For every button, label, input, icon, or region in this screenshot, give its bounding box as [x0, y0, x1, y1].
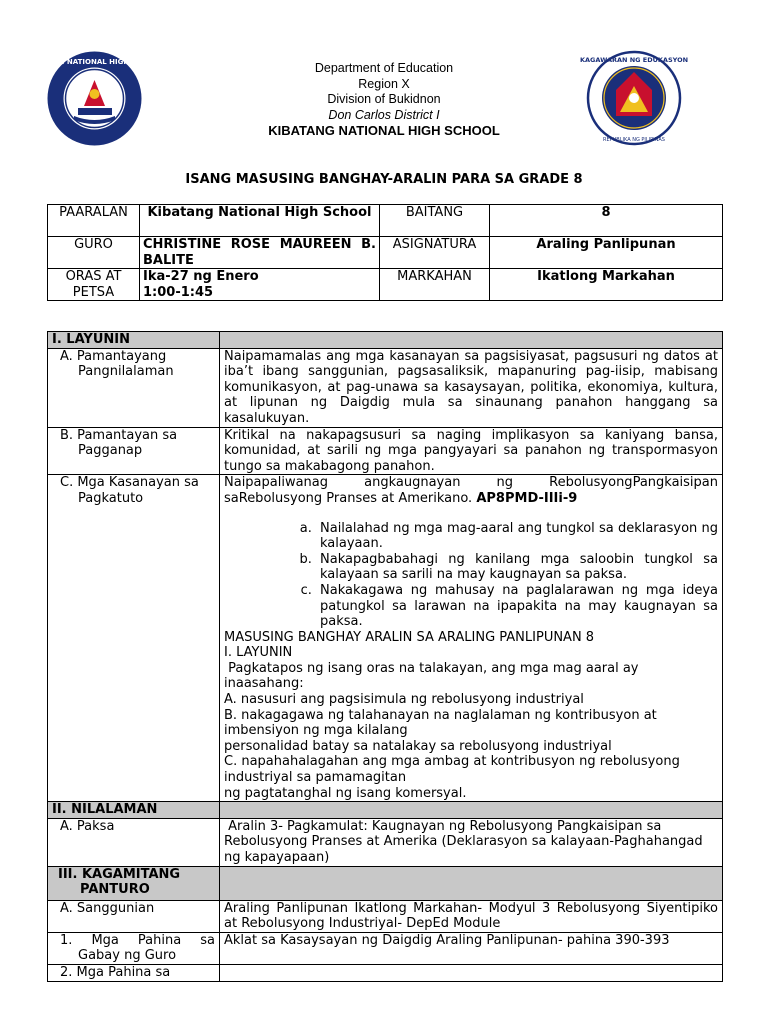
gabay-guro-label: 1. Mga Pahina sa Gabay ng Guro: [48, 932, 220, 964]
paaralan-value: Kibatang National High School: [140, 205, 380, 237]
pamantayan-sa-pagganap-text: Kritikal na nakapagsusuri sa naging implikasyon sa kaniyang bansa, komunidad, at sarili ng mga pangyayari sa panahon ng transpormasyon tungo sa makabagong panahon.: [220, 427, 723, 475]
kasanayan-text-main: Naipapaliwanag angkaugnayan ng RebolusyongPangkaisipan saRebolusyong Pranses at Amerikano.: [224, 475, 718, 506]
objective-item: b. Nakapagbabahagi ng kanilang mga saloobin tungkol sa kalayaan sa sarili na may kaugnayan sa paksa.: [316, 552, 718, 583]
letterhead: [0, 61, 768, 139]
oras-value: [140, 269, 380, 301]
extra-line: MASUSING BANGHAY ARALIN SA ARALING PANLIPUNAN 8: [224, 629, 595, 645]
extra-line: B. nakagagawa ng talahanayan na naglalaman ng kontribusyon at imbensiyon ng mga kilalang: [224, 707, 657, 739]
kasanayan-code: AP8PMD-IIIi-9: [476, 490, 578, 506]
kasanayan-label: C. Mga Kasanayan sa Pagkatuto: [48, 475, 220, 802]
extra-line: C. napahahalagahan ang mga ambag at kontribusyon ng rebolusyong industriyal sa pamamagitan: [224, 754, 680, 786]
header-line-school: KIBATANG NATIONAL HIGH SCHOOL: [268, 123, 500, 139]
guro-value: CHRISTINE ROSE MAUREEN B. BALITE: [140, 237, 380, 269]
pamantayan-sa-pagganap-label: B. Pamantayan sa Pagganap: [48, 427, 220, 475]
objectives-list: [224, 521, 718, 630]
section-nilalaman-title: II. NILALAMAN: [48, 802, 220, 819]
header-line-division: Division of Bukidnon: [327, 92, 441, 107]
section-layunin-title: I. LAYUNIN: [48, 332, 220, 349]
mga-pahina-text: [220, 964, 723, 981]
section-kagamitan-line1: III. KAGAMITANG: [58, 866, 181, 882]
objective-item: a. Nailalahad ng mga mag-aaral ang tungkol sa deklarasyon ng kalayaan.: [316, 521, 718, 552]
sanggunian-text: Araling Panlipunan Ikatlong Markahan- Modyul 3 Rebolusyong Siyentipiko at Rebolusyong Industriyal- DepEd Module: [220, 900, 723, 932]
objective-item: c. Nakakagawa ng mahusay na paglalarawan ng mga ideya patungkol sa larawan na ipapakita na may kaugnayan sa paksa.: [316, 583, 718, 630]
extra-line: ng pagtatanghal ng isang komersyal.: [224, 785, 467, 801]
oras-date: Ika-27 ng Enero: [143, 269, 259, 285]
sanggunian-label: A. Sanggunian: [48, 900, 220, 932]
left-logo-text: KIBATANG NATIONAL HIGH SCHOOL: [24, 58, 165, 66]
paksa-label: A. Paksa: [48, 818, 220, 866]
baitang-label: BAITANG: [380, 205, 490, 237]
kasanayan-cell: [220, 475, 723, 802]
markahan-value: Ikatlong Markahan: [490, 269, 723, 301]
section-kagamitan-title: [48, 866, 220, 900]
guro-label: GURO: [48, 237, 140, 269]
header-line-district: Don Carlos District I: [328, 107, 440, 122]
header-line-region: Region X: [358, 76, 410, 91]
extra-line: A. nasusuri ang pagsisimula ng rebolusyong industriyal: [224, 692, 584, 708]
section-kagamitan-line2: PANTURO: [80, 882, 150, 898]
lesson-plan-table: [47, 331, 723, 982]
info-table: [47, 204, 723, 301]
extra-line: personalidad batay sa natalakay sa rebolusyong industriyal: [224, 738, 612, 754]
oras-label: ORAS AT PETSA: [48, 269, 140, 301]
pamantayang-pangnilalaman-text: Naipamamalas ang mga kasanayan sa pagsisiyasat, pagsusuri ng datos at iba’t ibang sanggunian, pagsasaliksik, mapanuring pag-iisip, mabisang komunikasyon, at pag-unawa sa kasaysayan, politika, ekonomiya, kultura, at lipunan ng Daigdig mula sa sinaunang panahon hanggang sa kasalukuyan.: [220, 348, 723, 427]
asignatura-label: ASIGNATURA: [380, 237, 490, 269]
paaralan-label: PAARALAN: [48, 205, 140, 237]
asignatura-value: Araling Panlipunan: [490, 237, 723, 269]
header-line-department: Department of Education: [314, 61, 454, 75]
paksa-text: Aralin 3- Pagkamulat: Kaugnayan ng Rebolusyong Pangkaisipan sa Rebolusyong Pranses at Amerika (Deklarasyon sa kalayaan-Paghahangad ng kapayapaan): [220, 818, 723, 866]
section-layunin-blank: [220, 332, 723, 349]
kasanayan-text: [224, 475, 718, 506]
mga-pahina-label: 2. Mga Pahina sa: [48, 964, 220, 981]
extra-line: I. LAYUNIN: [224, 645, 293, 661]
document-title: ISANG MASUSING BANGHAY-ARALIN PARA SA GRADE 8: [185, 172, 583, 187]
pamantayang-pangnilalaman-label: A. Pamantayang Pangnilalaman: [48, 348, 220, 427]
gabay-guro-text: Aklat sa Kasaysayan ng Daigdig Araling Panlipunan- pahina 390-393: [220, 932, 723, 964]
markahan-label: MARKAHAN: [380, 269, 490, 301]
right-logo-bottom-text: REPUBLIKA NG PILIPINAS: [603, 137, 665, 143]
oras-time: 1:00-1:45: [143, 284, 214, 300]
right-logo-text: KAGAWARAN NG EDUKASYON: [579, 56, 689, 64]
extra-line: Pagkatapos ng isang oras na talakayan, ang mga mag aaral ay inaasahang:: [224, 660, 643, 692]
baitang-value: 8: [490, 205, 723, 237]
section-nilalaman-blank: [220, 802, 723, 819]
section-kagamitan-blank: [220, 866, 723, 900]
